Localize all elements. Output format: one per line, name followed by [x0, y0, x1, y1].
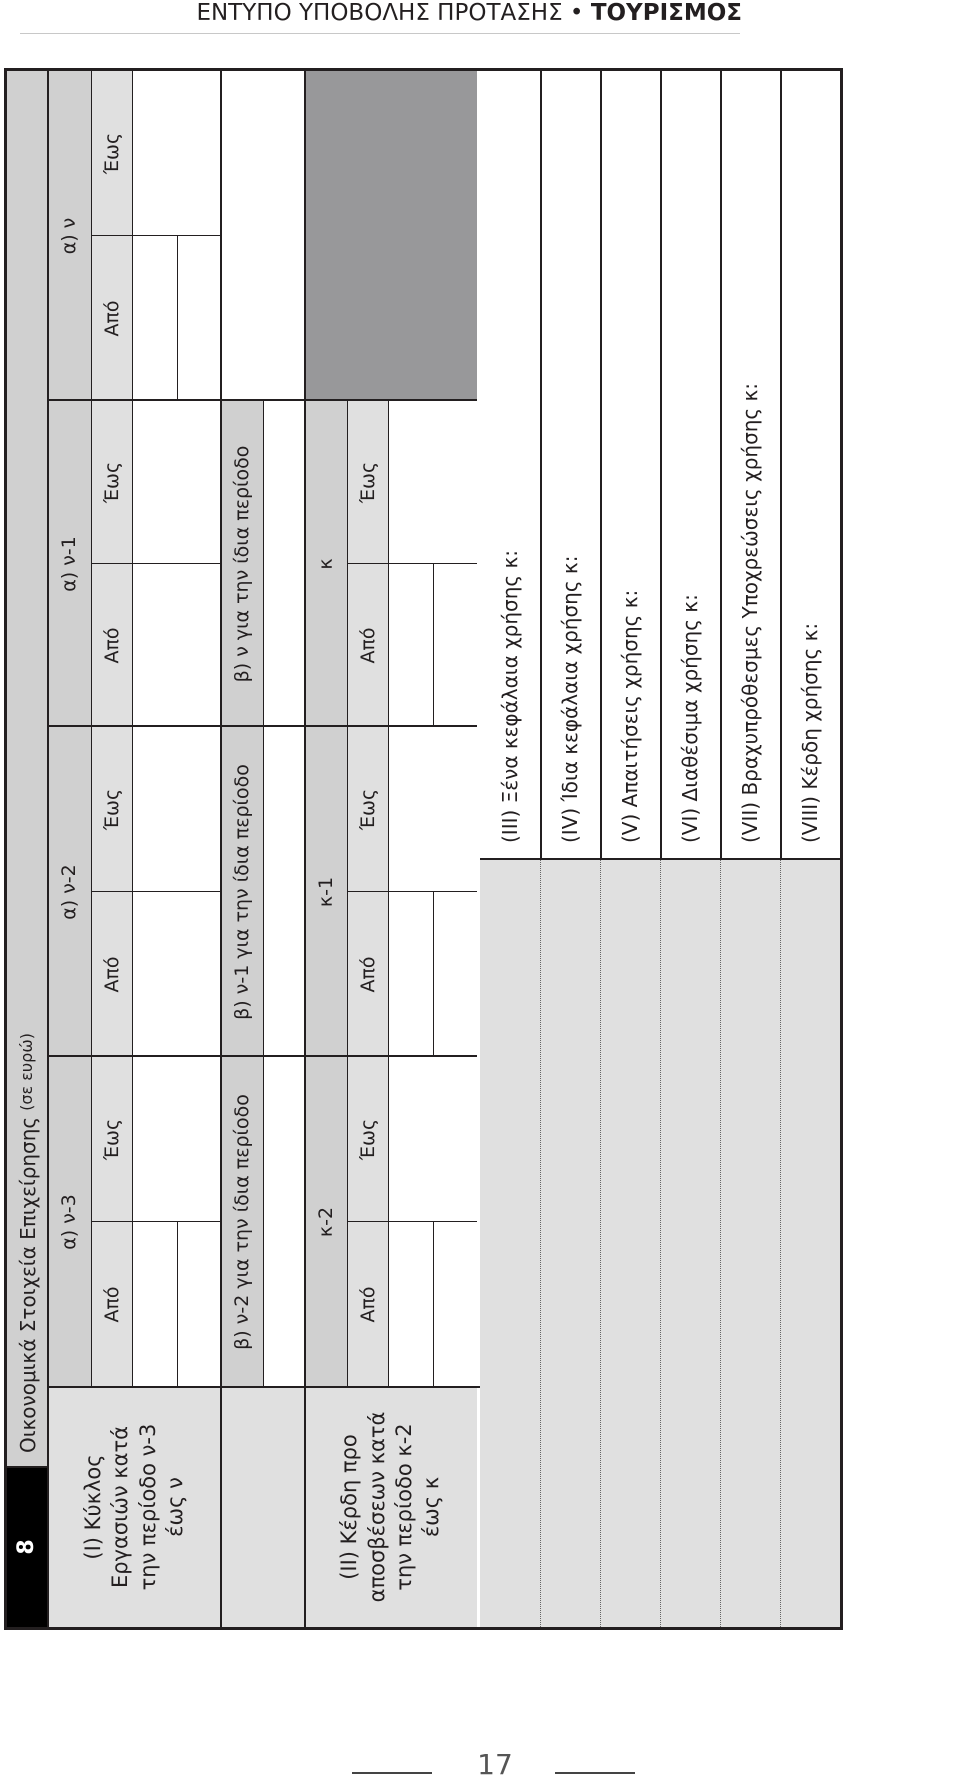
label-column-rule [48, 1386, 547, 1388]
year-column-rule [48, 725, 477, 727]
from-label: Από [347, 892, 389, 1057]
form-title [7, 71, 48, 1467]
page-number-rule-right [555, 1772, 635, 1774]
row-dotted-rule [540, 860, 541, 1627]
row-rule [600, 71, 602, 859]
row-v-input[interactable] [600, 859, 660, 1627]
row-dotted-rule [720, 860, 721, 1627]
empty-cell [221, 71, 305, 401]
row-iv-label: (ΙV) Ίδια κεφάλαια χρήσης κ: [540, 71, 600, 859]
page-header [196, 0, 742, 26]
cell-rule [433, 1222, 434, 1387]
to-label: Έως [91, 401, 133, 564]
from-to-divider [347, 563, 477, 564]
row-iii-label: (ΙΙΙ) Ξένα κεφάλαια χρήσης κ: [480, 71, 540, 859]
from-label: Από [91, 236, 133, 401]
same-period-n-2: β) ν-2 για την ίδια περίοδο [221, 1057, 263, 1387]
row-v-label: (V) Απαιτήσεις χρήσης κ: [600, 71, 660, 859]
from-to-divider [91, 891, 221, 892]
form-title-note: (σε ευρώ) [17, 1033, 37, 1111]
year-header-rule [91, 71, 92, 1387]
row-iv-input[interactable] [540, 859, 600, 1627]
year-n-1: α) ν-1 [48, 401, 91, 727]
from-to-divider [347, 891, 477, 892]
page-number: 17 [477, 1748, 513, 1781]
from-label: Από [91, 892, 133, 1057]
row-rule [540, 71, 542, 859]
year-n: α) ν [48, 71, 91, 401]
row-iii-input[interactable] [480, 859, 540, 1627]
to-label: Έως [347, 727, 389, 892]
same-period-rule [304, 71, 306, 1627]
row-rule [720, 71, 722, 859]
form-title-text: Οικονομικά Στοιχεία Επιχείρησης [15, 1116, 40, 1453]
balance-rows [480, 68, 843, 1630]
number-divider [7, 1466, 48, 1468]
same-period-n-1: β) ν-1 για την ίδια περίοδο [221, 727, 263, 1057]
row-rule [660, 71, 662, 859]
cell-rule [433, 892, 434, 1057]
from-label: Από [91, 564, 133, 727]
to-label: Έως [347, 1057, 389, 1222]
row-dotted-rule [780, 860, 781, 1627]
cell-rule [177, 1222, 178, 1387]
row-vi-input[interactable] [660, 859, 720, 1627]
from-label: Από [347, 564, 389, 727]
row-vi-label: (VI) Διαθέσιμα χρήσης κ: [660, 71, 720, 859]
same-period-input-area[interactable] [263, 401, 305, 1387]
from-to-divider [347, 1221, 477, 1222]
row-rule [780, 71, 782, 859]
section-i-rule [220, 71, 222, 1627]
row-vii-input[interactable] [720, 859, 780, 1627]
year-column-rule [48, 399, 477, 401]
row-viii-input[interactable] [780, 859, 840, 1627]
form-number: 8 [7, 1467, 48, 1627]
header-divider [20, 33, 740, 34]
row-vii-label: (VII) Βραχυπρόθεσμες Υποχρεώσεις χρήσης κ: [720, 71, 780, 859]
year-n-3: α) ν-3 [48, 1057, 91, 1387]
row-dotted-rule [660, 860, 661, 1627]
header-form-title: ΕΝΤΥΠΟ ΥΠΟΒΟΛΗΣ ΠΡΟΤΑΣΗΣ [196, 0, 563, 26]
header-bullet: • [569, 0, 584, 26]
shaded-unused-block [305, 71, 477, 401]
section-ii-label: (ΙΙ) Κέρδη προ αποσβέσεων κατά την περίοδο κ-2 έως κ [305, 1387, 477, 1627]
section-i-label: (Ι) Κύκλος Εργασιών κατά την περίοδο ν-3 έως ν [48, 1387, 221, 1627]
from-to-divider [91, 563, 221, 564]
year-k-1: κ-1 [305, 727, 347, 1057]
cell-rule [433, 564, 434, 727]
from-to-divider [91, 1221, 221, 1222]
k-from-to-rule [388, 401, 389, 1387]
year-column-rule [48, 1055, 477, 1057]
to-label: Έως [91, 71, 133, 236]
same-period-n: β) ν για την ίδια περίοδο [221, 401, 263, 727]
same-period-header-rule [263, 401, 264, 1387]
section-i-label-cont [221, 1387, 305, 1627]
year-k-2: κ-2 [305, 1057, 347, 1387]
from-label: Από [347, 1222, 389, 1387]
year-n-2: α) ν-2 [48, 727, 91, 1057]
to-label: Έως [91, 1057, 133, 1222]
year-k: κ [305, 401, 347, 727]
row-viii-label: (VIII) Κέρδη χρήσης κ: [780, 71, 840, 859]
from-label: Από [91, 1222, 133, 1387]
from-to-rule [132, 71, 133, 1387]
from-to-divider [91, 235, 221, 236]
row-dotted-rule [600, 860, 601, 1627]
to-label: Έως [91, 727, 133, 892]
cell-rule [177, 236, 178, 401]
k-year-header-rule [347, 401, 348, 1387]
financial-data-form [4, 68, 550, 1630]
to-label: Έως [347, 401, 389, 564]
header-section: ΤΟΥΡΙΣΜΟΣ [590, 0, 742, 26]
title-rule [47, 71, 49, 1627]
page-number-rule-left [352, 1772, 432, 1774]
